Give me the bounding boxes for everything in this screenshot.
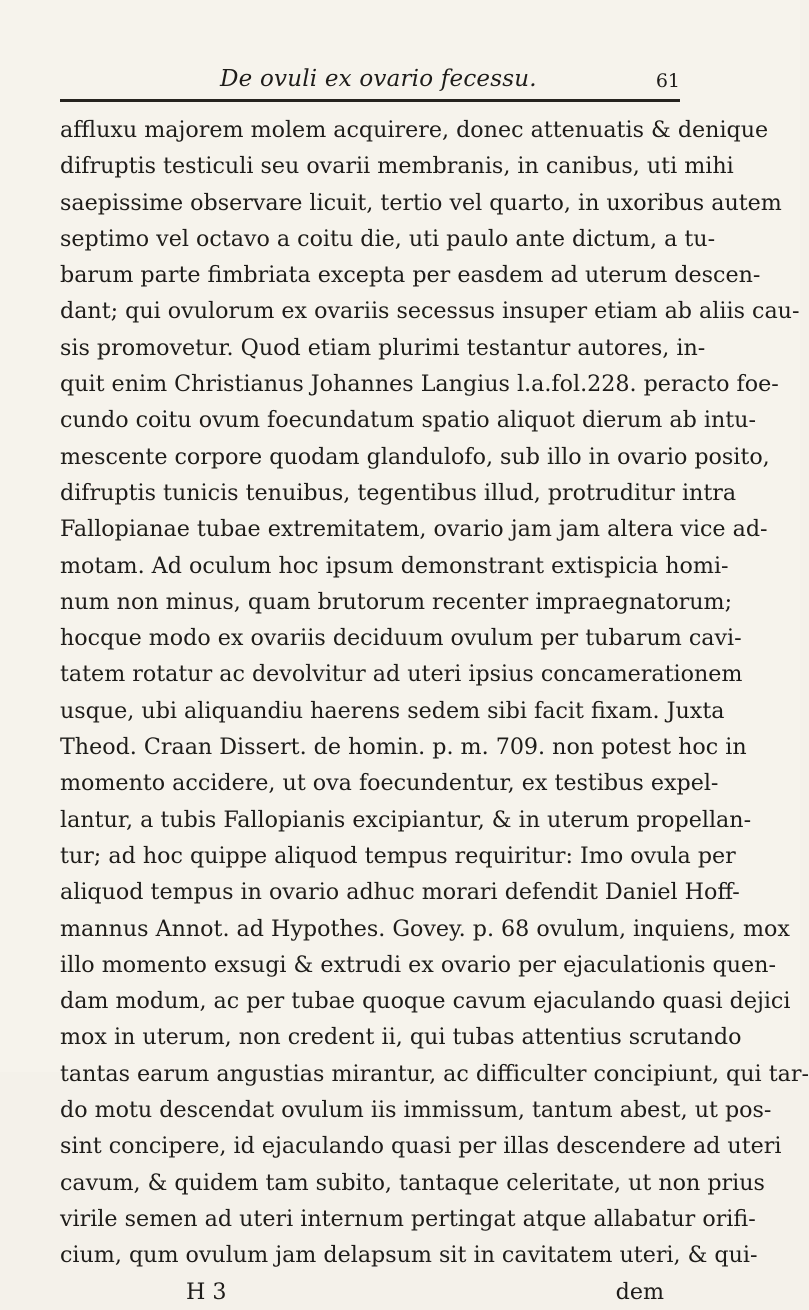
header-rule	[60, 99, 680, 102]
text-line: lantur, a tubis Fallopianis excipiantur, & in uterum propellan-	[60, 806, 752, 833]
text-line: saepissime observare licuit, tertio vel quarto, in uxoribus autem	[60, 189, 782, 216]
text-line: num non minus, quam brutorum recenter impraegnatorum;	[60, 588, 733, 615]
text-line: barum parte fimbriata excepta per easdem ad uterum descen-	[60, 262, 761, 289]
signature-mark: H 3	[186, 1278, 227, 1305]
text-line: difruptis tunicis tenuibus, tegentibus illud, protruditur intra	[60, 479, 737, 506]
footer-line	[60, 1274, 680, 1310]
text-line: Theod. Craan Dissert. de homin. p. m. 709. non potest hoc in	[60, 734, 747, 761]
text-line: sis promovetur. Quod etiam plurimi testantur autores, in-	[60, 334, 706, 361]
text-line: affluxu majorem molem acquirere, donec attenuatis & denique	[60, 117, 769, 143]
text-line: Fallopianae tubae extremitatem, ovario jam jam altera vice ad-	[60, 516, 768, 543]
text-line: cundo coitu ovum foecundatum spatio aliquot dierum ab intu-	[60, 407, 756, 434]
text-line: motam. Ad oculum hoc ipsum demonstrant extispicia homi-	[60, 552, 729, 579]
text-line: tantas earum angustias mirantur, ac difficulter concipiunt, qui tar-	[60, 1060, 809, 1087]
text-line: tatem rotatur ac devolvitur ad uteri ipsius concamerationem	[60, 661, 743, 688]
text-line: dam modum, ac per tubae quoque cavum ejaculando quasi dejici	[60, 988, 791, 1015]
catchword: dem	[615, 1278, 664, 1305]
text-line: virile semen ad uteri internum pertingat atque allabatur orifi-	[60, 1205, 756, 1232]
text-line: mox in uterum, non credent ii, qui tubas attentius scrutando	[60, 1024, 742, 1051]
text-line: usque, ubi aliquandiu haerens sedem sibi facit fixam. Juxta	[60, 697, 725, 724]
text-line: septimo vel octavo a coitu die, uti paulo ante dictum, a tu-	[60, 225, 716, 252]
text-line: momento accidere, ut ova foecundentur, ex testibus expel-	[60, 770, 719, 797]
body-text	[60, 112, 809, 1310]
text-line: cavum, & quidem tam subito, tantaque celeritate, ut non prius	[60, 1169, 765, 1196]
text-line: difruptis testiculi seu ovarii membranis, in canibus, uti mihi	[60, 153, 734, 180]
text-line: cium, qum ovulum jam delapsum sit in cavitatem uteri, & qui-	[60, 1242, 758, 1269]
text-line: mannus Annot. ad Hypothes. Govey. p. 68 ovulum, inquiens, mox	[60, 915, 790, 942]
text-line: illo momento exsugi & extrudi ex ovario per ejaculationis quen-	[60, 951, 776, 978]
running-title: De ovuli ex ovario fecessu.	[220, 66, 537, 92]
text-line: do motu descendat ovulum iis immissum, tantum abest, ut pos-	[60, 1097, 772, 1124]
text-line: dant; qui ovulorum ex ovariis secessus insuper etiam ab aliis cau-	[60, 298, 800, 325]
text-line: aliquod tempus in ovario adhuc morari defendit Daniel Hoff-	[60, 879, 740, 906]
text-line: tur; ad hoc quippe aliquod tempus requiritur: Imo ovula per	[60, 842, 736, 869]
text-line: hocque modo ex ovariis deciduum ovulum per tubarum cavi-	[60, 625, 742, 652]
text-line: quit enim Christianus Johannes Langius l.a.fol.228. peracto foe-	[60, 371, 779, 398]
text-line: mescente corpore quodam glandulofo, sub illo in ovario posito,	[60, 443, 770, 470]
page-number: 61	[655, 70, 680, 92]
page-header	[60, 66, 680, 96]
text-line: sint concipere, id ejaculando quasi per illas descendere ad uteri	[60, 1133, 782, 1160]
